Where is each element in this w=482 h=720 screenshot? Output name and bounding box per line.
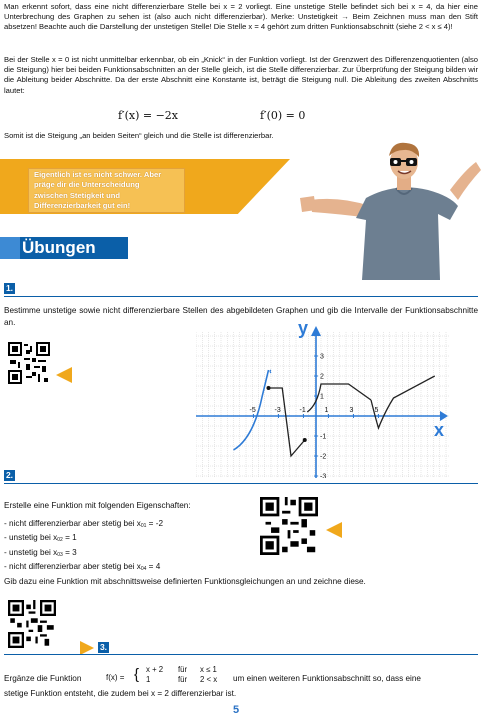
y-axis-arrow — [311, 326, 321, 336]
callout-text: Eigentlich ist es nicht schwer. Aber präge dir die Unterscheidung zwischen Stetigkeit und Differenzierbarkeit gut ein! — [34, 170, 162, 211]
requirement-item: - unstetig bei $x_{03} = 3$ — [4, 547, 77, 558]
x-tick-label: 1 — [324, 407, 329, 414]
requirement-item: - nicht differenzierbar aber stetig bei $x_{04} = 4$ — [4, 562, 161, 573]
page-number: 5 — [233, 704, 240, 716]
y-tick-label: -3 — [320, 473, 327, 478]
exercise-1-text: Bestimme unstetige sowie nicht differenzierbare Stellen des abgebildeten Graphen und gib die Intervalle der Funktionsabschnitte an. — [4, 306, 478, 327]
piecewise-brace: { — [134, 666, 140, 683]
derivative-at-zero: f′(0) = 0 — [260, 109, 306, 122]
exercise-1-divider — [4, 296, 478, 297]
section-title: Übungen — [22, 238, 96, 257]
exercise-1-number: 1. — [5, 283, 14, 293]
exercise-2-number: 2. — [5, 470, 14, 480]
exercise-3-text-post: um einen weiteren Funktionsabschnitt so, dass eine — [233, 674, 421, 683]
x-tick-label: -5 — [249, 407, 256, 414]
qr-code-1[interactable] — [8, 342, 50, 384]
exercise-2-outro: Gib dazu eine Funktion mit abschnittsweise definierten Funktionsgleichungen an und zeichne diese. — [4, 577, 366, 586]
requirement-item: - unstetig bei $x_{02} = 1$ — [4, 533, 77, 544]
y-tick-label: -1 — [320, 433, 327, 441]
x-axis-label: x — [434, 420, 445, 440]
pointer-arrow-2 — [326, 522, 342, 538]
function-graph — [196, 320, 450, 478]
open-point-1 — [270, 370, 271, 373]
derivative-formula: f′(x) = −2x — [118, 109, 178, 122]
exercise-3-number: 3. — [99, 642, 108, 652]
intro-paragraph-3: Somit ist die Steigung „an beiden Seiten“ gleich und die Stelle ist differenzierbar. — [4, 131, 274, 140]
exercise-2-requirements — [4, 518, 163, 576]
pointer-arrow-1 — [56, 367, 72, 383]
qr-code-3[interactable] — [8, 600, 56, 648]
x-tick-label: 3 — [349, 407, 354, 414]
requirement-item: - nicht differenzierbar aber stetig bei $x_{01} = -2$ — [4, 519, 164, 529]
intro-paragraph-2: Bei der Stelle x = 0 ist nicht unmittelbar erkennbar, ob ein „Knick“ in der Funktion vorliegt. Ist der Grenzwert des Differenzenquotienten (also die Steigung) hier bei beiden Funktionsabschnitten an der Stelle gleich, ist die Stelle differenzierbar. Zur Überprüfung der Steigung bilden wir die Ableitung beider Abschnitte. Da der erste Abschnitt eine Konstante ist, beträgt die Steigung null. Die Ableitung des zweiten Abschnitts lautet: — [4, 55, 478, 95]
point-closed-2 — [303, 438, 307, 442]
piecewise-cases: x + 2 für x ≤ 1 1 für 2 < x — [146, 665, 218, 684]
exercise-3-text-line2: stetige Funktion entsteht, die zudem bei x = 2 differenzierbar ist. — [4, 689, 237, 698]
x-tick-label: -3 — [274, 407, 281, 414]
y-tick-label: 2 — [320, 373, 324, 381]
y-tick-label: -2 — [320, 453, 327, 461]
curve-segment-3 — [307, 384, 371, 412]
exercise-3-text-pre: Ergänze die Funktion — [4, 674, 82, 683]
exercise-2-divider — [4, 483, 478, 484]
y-tick-label: 3 — [320, 353, 324, 361]
exercise-3-divider — [4, 654, 478, 655]
pointer-arrow-3 — [80, 641, 94, 655]
y-axis-label: y — [298, 320, 309, 338]
point-closed-1 — [267, 386, 271, 390]
exercise-2-intro: Erstelle eine Funktion mit folgenden Eigenschaften: — [4, 501, 191, 510]
y-tick-label: 1 — [320, 393, 324, 401]
x-tick-label: -1 — [299, 407, 306, 414]
x-tick-label: 5 — [374, 407, 379, 414]
presenter-illustration — [300, 140, 482, 280]
exercise-3-fx: f(x) = — [106, 673, 125, 682]
intro-paragraph-1: Man erkennt sofort, dass eine nicht differenzierbare Stelle bei x = 2 vorliegt. Eine unstetige Stelle befindet sich bei x = 4, da hier eine Unterbrechung des Graphen zu sehen ist (also auch nicht differenzierbar). Merke: Unstetigkeit → Beim Zeichnen muss man den Stift absetzen! Beachte auch die Darstellung der unstetigen Stelle! Die Stelle x = 4 gehört zum dritten Funktionsabschnitt (siehe 2 < x ≤ 4)! — [4, 2, 478, 32]
qr-code-2[interactable] — [260, 497, 318, 555]
curve-segment-4 — [371, 376, 435, 428]
